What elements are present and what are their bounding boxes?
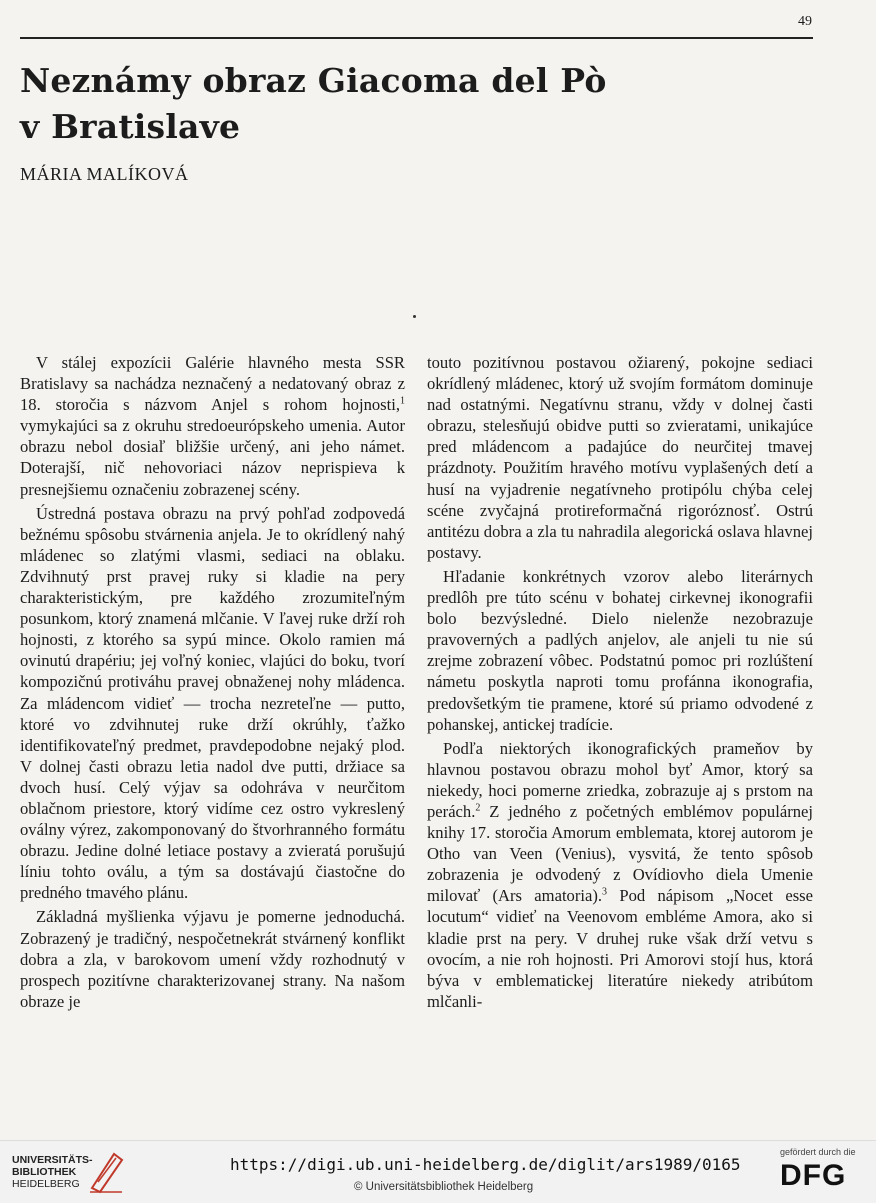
university-library-logo[interactable]: UNIVERSITÄTS- BIBLIOTHEK HEIDELBERG [12, 1154, 93, 1190]
paragraph-continued: touto pozitívnou postavou ožiarený, pokojne sediaci okrídlený mládenec, ktorý už svojím formátom dominuje nad ostatnými. Negatívnu stranu, vždy v dolnej časti obrazu, stelesňujú obidve putti so zvieratami, unikajúce pred mládencom a padajúce do neurčitej tmavej prázdnoty. Použitím hravého motívu vyplašených detí a husí na vyjadrenie negatívneho protipólu chýba celej scéne zvyčajná protireformačná rigoróznosť. Ostrú antitézu dobra a zla tu nahradila alegorická oslava hlavnej postavy. [427, 353, 813, 562]
footnote-ref[interactable]: 3 [602, 886, 608, 898]
right-text-column [427, 352, 813, 1015]
paragraph: Podľa niektorých ikonografických prameňov by hlavnou postavou obrazu mohol byť Amor, ktorý sa niekedy, hoci pomerne zriedka, zobrazuje aj s prstom na perách.$^2$ Z jedného z početných emblémov populárnej knihy 17. storočia Amorum emblemata, ktorej autorom je Otho van Veen (Venius), vysvitá, že tento spôsob zobrazenia je odvodený z Ovídiovho diela Umenie milovať (Ars amatoria).$^3$ Pod nápisom „Nocet esse locutum“ vidieť na Veenovom embléme Amora, ako si kladie prst na pery. V druhej ruke však drží vetvu s ovocím, a nie roh hojnosti. Pri Amorovi stojí hus, ktorá býva v emblematickej literatúre niekedy atribútom mlčanli- [427, 738, 813, 1011]
university-emblem-icon [88, 1148, 124, 1194]
paragraph: Ústredná postava obrazu na prvý pohľad zodpovedá bežnému spôsobu stvárnenia anjela. Je to okrídlený nahý mládenec so zlatými vlasmi, sediaci na oblaku. Zdvihnutý prst pravej ruky si kladie na pery charakteristickým, pre každého zrozumiteľným posunkom, ktorý znamená mlčanie. V ľavej ruke drží roh hojnosti, z ktorého sa sypú mince. Okolo ramien má ovinutú drapériu; jej voľný koniec, vlajúci do boku, tvorí kompozičnú protiváhu pravej obnaženej nohy mládenca. Za mládencom vidieť — trocha nezreteľne — putto, ktoré vo zdvihnutej ruke drží okrúhly, ťažko identifikovateľný predmet, pravdepodobne nejaký plod. V dolnej časti obrazu letia nadol dve putti, držiace sa dvoch husí. Celý výjav sa odohráva v neurčitom oblačnom priestore, ktorý vidíme cez ostro vykreslený oválny výrez, zakomponovaný do štvorhranného formátu obrazu. Jedine dolné letiace postavy a zvieratá porušujú líniu tohto oválu, a tým sa dostávajú čiastočne do predného tmavého plánu. [20, 503, 405, 903]
article-title-line-1: Neznámy obraz Giacoma del Pò [20, 61, 607, 100]
copyright-notice: © Universitätsbibliothek Heidelberg [354, 1181, 534, 1193]
paragraph: V stálej expozícii Galérie hlavného mesta SSR Bratislavy sa nachádza neznačený a nedatovaný obraz z 18. storočia s názvom Anjel s rohom hojnosti,$^1$ vymykajúci sa z okruhu stredoeurópskeho umenia. Autor obrazu nebol dosiaľ bližšie určený, ani jeho námet. Doterajší, nič nehovoriaci názov neprispieva k presnejšiemu označeniu zobrazenej scény. [20, 353, 405, 499]
document-url-link[interactable]: https://digi.ub.uni-heidelberg.de/diglit/ars1989/0165 [230, 1155, 741, 1174]
digitization-footer [0, 1140, 876, 1203]
header-rule [20, 37, 813, 39]
print-speck [413, 315, 416, 318]
footnote-ref[interactable]: 1 [400, 395, 405, 407]
article-author: MÁRIA MALÍKOVÁ [20, 164, 189, 184]
funding-note: gefördert durch die [780, 1147, 856, 1157]
dfg-logo[interactable]: DFG [780, 1159, 847, 1192]
paragraph: Základná myšlienka výjavu je pomerne jednoduchá. Zobrazený je tradičný, nespočetnekrát stvárnený konflikt dobra a zla, v barokovom umení vždy rozhodnutý v prospech pozitívne charakterizovanej strany. Na našom obraze je [20, 907, 405, 1011]
article-title-line-2: v Bratislave [20, 107, 241, 146]
paragraph: Hľadanie konkrétnych vzorov alebo literárnych predlôh pre túto scénu v bohatej cirkevnej ikonografii bolo bezvýsledné. Dielo nielenže nezobrazuje pravoverných a padlých anjelov, ale anjeli tu nie sú zrejme zobrazení vôbec. Podstatnú pomoc pri rozlúštení námetu poskytla naproti tomu profánna ikonografia, predovšetkým tie pramene, ktoré sú priamo odvodené z pohanskej, antickej tradície. [427, 566, 813, 734]
footnote-ref[interactable]: 2 [475, 802, 481, 814]
page-number: 49 [798, 14, 812, 29]
left-text-column [20, 352, 405, 1015]
article-title [20, 58, 607, 150]
